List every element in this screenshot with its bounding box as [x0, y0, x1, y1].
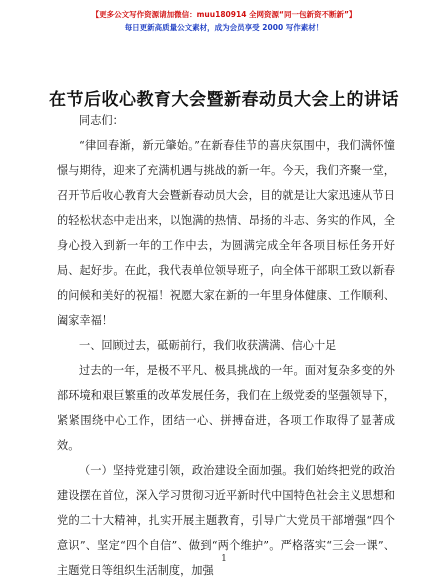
- promo-banner-line-2: 每日更新高质量公文素材，成为会员享受 2000 写作素材！: [124, 23, 324, 32]
- page-number: 1: [221, 554, 227, 564]
- salutation: 同志们：: [79, 114, 124, 127]
- section-heading: 一、回顾过去，砥砺前行，我们收获满满、信心十足: [79, 339, 337, 352]
- promo-banner-line-1: 【更多公文写作资源请加微信：muu180914 全网资源“同一包新资不断新”】: [91, 10, 357, 19]
- document-body: [57, 108, 395, 583]
- paragraph-opening: “律回春渐，新元肇始。”在新春佳节的喜庆氛围中，我们满怀憧憬与期待，迎来了充满机遇与挑战的新一年。今天，我们齐聚一堂，召开节后收心教育大会暨新春动员大会，目的就是让大家迅速从节日的轻松状态中走出来，以饱满的热情、昂扬的斗志、务实的作风，全身心投入到新一年的工作中去，为圆满完成全年各项目标任务开好局、起好步。在此，我代表单位领导班子，向全体干部职工致以新春的问候和美好的祝福！祝愿大家在新的一年里身体健康、工作顺利、阖家幸福！: [57, 139, 395, 327]
- paragraph-party-building: （一）坚持党建引领，政治建设全面加强。我们始终把党的政治建设摆在首位，深入学习贯彻习近平新时代中国特色社会主义思想和党的二十大精神，扎实开展主题教育，引导广大党员干部增强“四个意识”、坚定“四个自信”、做到“两个维护”。严格落实“三会一课”、主题党日等组织生活制度，加强: [57, 464, 395, 577]
- document-title: 在节后收心教育大会暨新春动员大会上的讲话: [49, 90, 399, 110]
- paragraph-review: 过去的一年，是极不平凡、极具挑战的一年。面对复杂多变的外部环境和艰巨繁重的改革发展任务，我们在上级党委的坚强领导下，紧紧围绕中心工作，团结一心、拼搏奋进，各项工作取得了显著成效。: [57, 364, 395, 452]
